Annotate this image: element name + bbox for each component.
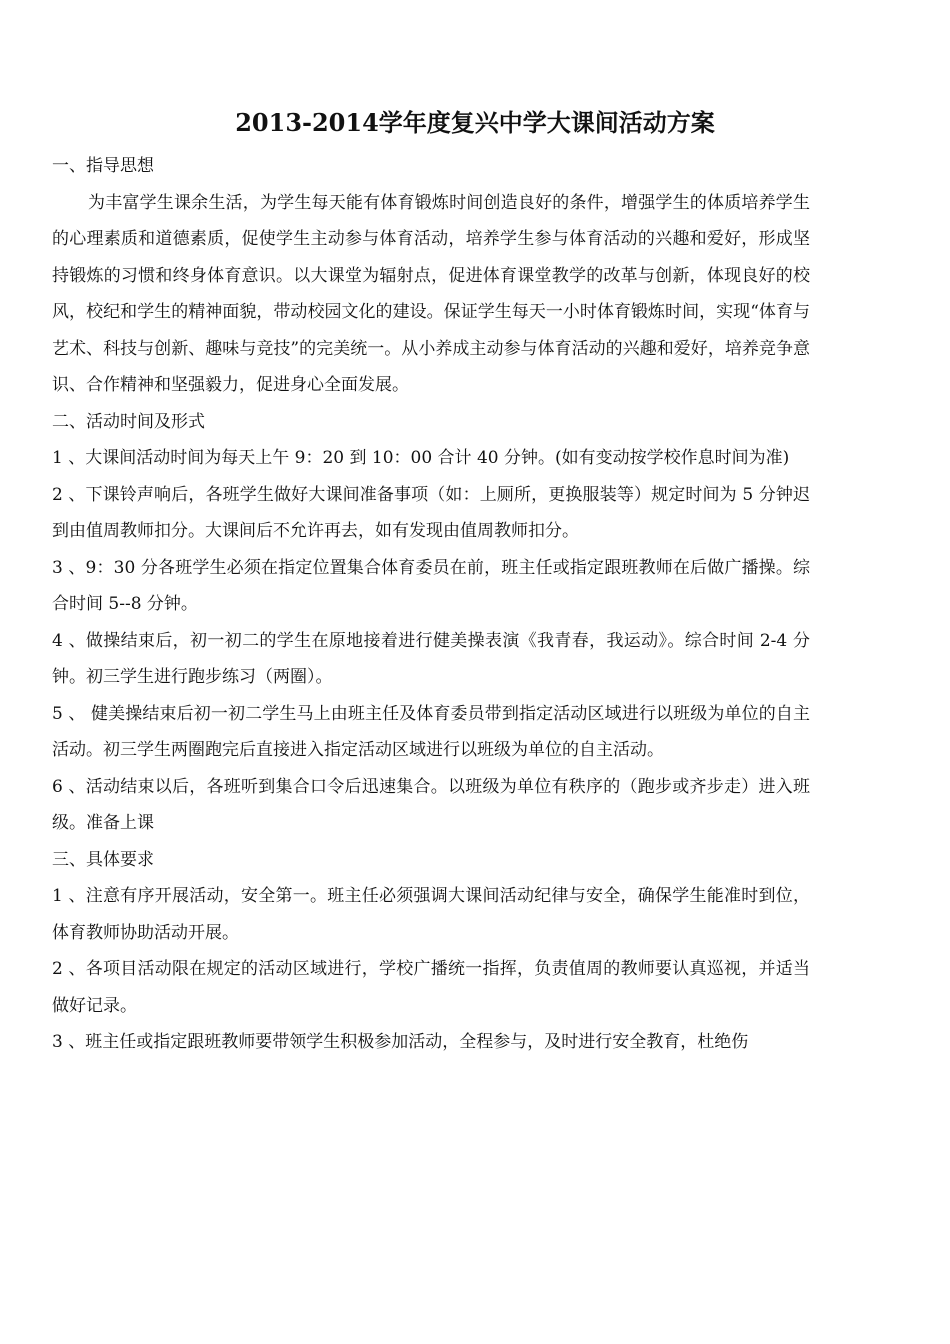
section-guiding-ideology bbox=[52, 148, 810, 404]
section-heading: 一、指导思想 bbox=[52, 156, 154, 176]
section-heading: 二、活动时间及形式 bbox=[52, 411, 205, 432]
list-item: 3 、班主任或指定跟班教师要带领学生积极参加活动，全程参与，及时进行安全教育，杜绝伤 bbox=[52, 1032, 749, 1052]
paragraph: 为丰富学生课余生活，为学生每天能有体育锻炼时间创造良好的条件，增强学生的体质培养学生的心理素质和道德素质，促使学生主动参与体育活动，培养学生参与体育活动的兴趣和爱好，形成坚持锻炼的习惯和终身体育意识。以大课堂为辐射点，促进体育课堂教学的改革与创新，体现良好的校风，校纪和学生的精神面貌，带动校园文化的建设。保证学生每天一小时体育锻炼时间，实现“体育与艺术、科技与创新、趣味与竞技”的完美统一。从小养成主动参与体育活动的兴趣和爱好，培养竞争意识、合作精神和坚强毅力，促进身心全面发展。 bbox=[52, 192, 810, 395]
list-item: 2 、下课铃声响后，各班学生做好大课间准备事项（如：上厕所，更换服装等）规定时间为 5 分钟迟到由值周教师扣分。大课间后不允许再去，如有发现由值周教师扣分。 bbox=[52, 484, 810, 541]
document-body bbox=[52, 148, 810, 1061]
list-item: 1 、大课间活动时间为每天上午 9：20 到 10：00 合计 40 分钟。(如有变动按学校作息时间为准) bbox=[52, 448, 790, 468]
list-item: 4 、做操结束后，初一初二的学生在原地接着进行健美操表演《我青春，我运动》。综合时间 2-4 分钟。初三学生进行跑步练习（两圈）。 bbox=[52, 630, 810, 687]
list-item: 2 、各项目活动限在规定的活动区域进行，学校广播统一指挥，负责值周的教师要认真巡视，并适当做好记录。 bbox=[52, 959, 810, 1016]
list-item: 6 、活动结束以后，各班听到集合口令后迅速集合。以班级为单位有秩序的（跑步或齐步走）进入班级。准备上课 bbox=[52, 776, 810, 833]
list-item: 1 、注意有序开展活动，安全第一。班主任必须强调大课间活动纪律与安全，确保学生能准时到位，体育教师协助活动开展。 bbox=[52, 886, 810, 943]
list-item: 3 、9：30 分各班学生必须在指定位置集合体育委员在前，班主任或指定跟班教师在后做广播操。综合时间 5--8 分钟。 bbox=[52, 557, 810, 614]
section-activity-time-and-form bbox=[52, 404, 810, 842]
section-heading: 三、具体要求 bbox=[52, 849, 154, 870]
section-specific-requirements bbox=[52, 842, 810, 1061]
list-item: 5 、 健美操结束后初一初二学生马上由班主任及体育委员带到指定活动区域进行以班级为单位的自主活动。初三学生两圈跑完后直接进入指定活动区域进行以班级为单位的自主活动。 bbox=[52, 703, 810, 760]
document-title: 2013-2014学年度复兴中学大课间活动方案 bbox=[235, 108, 715, 137]
